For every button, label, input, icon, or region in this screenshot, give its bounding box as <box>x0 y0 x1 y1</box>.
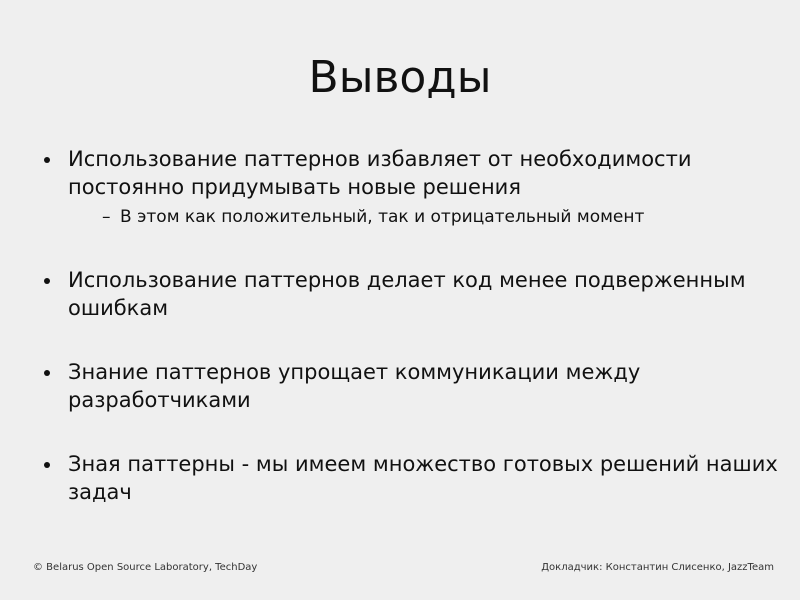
dash-icon: – <box>102 207 111 227</box>
bullet-dot-icon <box>44 370 50 376</box>
footer-speaker: Докладчик: Константин Слисенко, JazzTeam <box>541 562 774 573</box>
sub-bullet-item <box>68 205 780 229</box>
slide-title: Выводы <box>308 52 492 103</box>
bullet-dot-icon <box>44 157 50 163</box>
bullet-item <box>40 145 780 229</box>
bullet-dot-icon <box>44 278 50 284</box>
bullet-item <box>40 358 780 414</box>
bullet-dot-icon <box>44 462 50 468</box>
sub-bullet-text: В этом как положительный, так и отрицательный момент <box>120 207 645 227</box>
bullet-text: Использование паттернов избавляет от необходимости постоянно придумывать новые решения <box>68 147 692 199</box>
bullet-item <box>40 450 780 506</box>
bullet-list <box>40 145 780 506</box>
bullet-text: Знание паттернов упрощает коммуникации между разработчиками <box>68 360 641 412</box>
bullet-text: Использование паттернов делает код менее подверженным ошибкам <box>68 268 746 320</box>
bullet-text: Зная паттерны - мы имеем множество готовых решений наших задач <box>68 452 778 504</box>
footer-copyright: © Belarus Open Source Laboratory, TechDay <box>33 562 258 573</box>
bullet-item <box>40 266 780 322</box>
